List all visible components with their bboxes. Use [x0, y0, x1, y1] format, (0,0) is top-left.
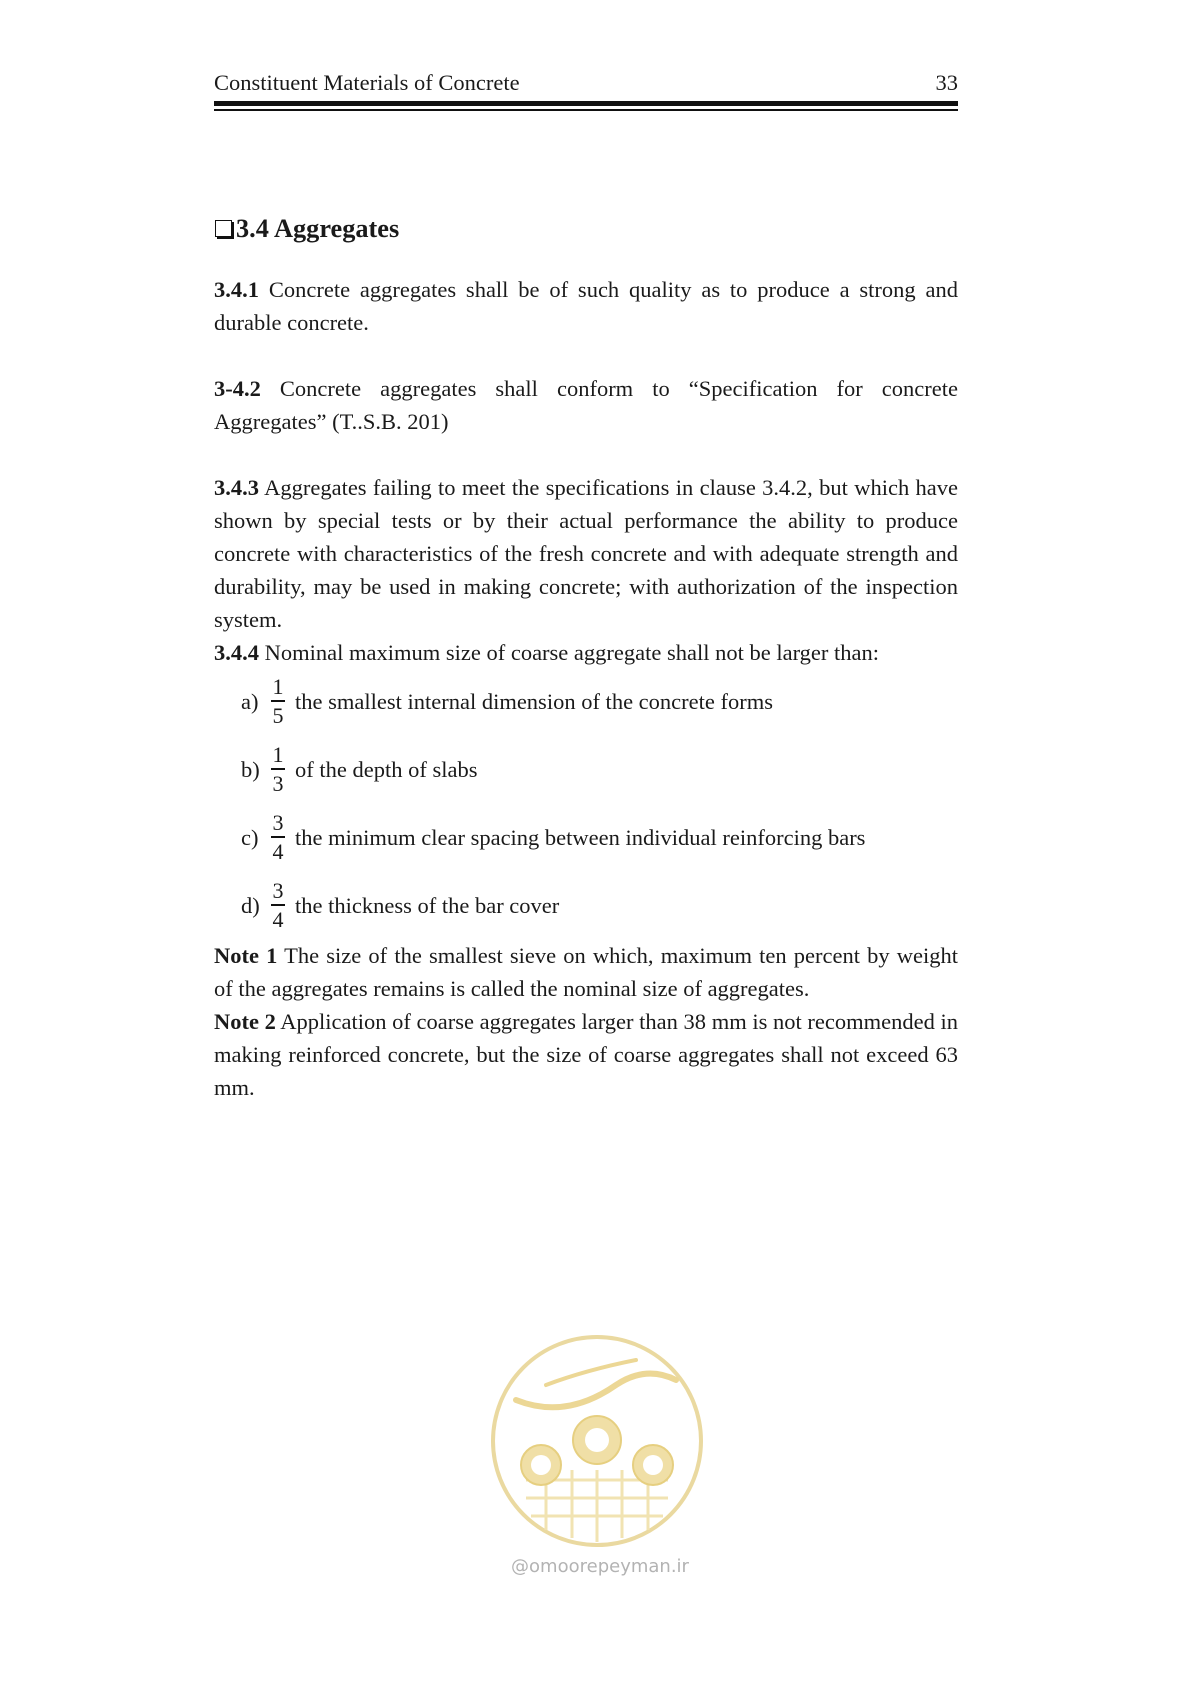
clause-3-4-3 — [214, 471, 958, 636]
page-number: 33 — [935, 70, 958, 95]
checkbox-icon — [215, 220, 232, 237]
header-rule — [214, 101, 958, 106]
fraction-denominator: 5 — [272, 702, 284, 728]
clause-3-4-4 — [214, 636, 958, 669]
clause-number: 3-4.2 — [214, 376, 261, 401]
list-item-text: of the depth of slabs — [295, 756, 478, 782]
list-item-text: the smallest internal dimension of the concrete forms — [295, 688, 773, 714]
fraction-denominator: 4 — [272, 906, 284, 932]
header-rule-thin — [214, 109, 958, 111]
list-item-label: b) — [241, 756, 260, 782]
clause-number: 3.4.1 — [214, 277, 259, 302]
note-1 — [214, 939, 958, 1005]
clause-number: 3.4.3 — [214, 475, 259, 500]
clause-text: Concrete aggregates shall be of such quality as to produce a strong and durable concrete. — [214, 277, 958, 335]
fraction — [271, 742, 285, 795]
page-body — [214, 212, 958, 1104]
fraction-denominator: 3 — [272, 770, 284, 796]
watermark-text: @omoorepeyman.ir — [511, 1556, 689, 1577]
clause-text: Nominal maximum size of coarse aggregate shall not be larger than: — [259, 640, 880, 665]
note-text: The size of the smallest sieve on which, maximum ten percent by weight of the aggregates remains is called the nominal size of aggregates. — [214, 943, 959, 1001]
list-item — [241, 667, 958, 735]
fraction-numerator: 3 — [272, 810, 284, 836]
fraction — [271, 810, 285, 863]
clause-text: Concrete aggregates shall conform to “Specification for concrete Aggregates” (T..S.B. 201) — [214, 376, 958, 434]
fraction-numerator: 1 — [272, 674, 284, 700]
fraction-denominator: 4 — [272, 838, 284, 864]
list-item-label: d) — [241, 892, 260, 918]
note-2 — [214, 1005, 958, 1104]
running-title: Constituent Materials of Concrete — [214, 70, 520, 95]
list-item — [241, 803, 958, 871]
size-limit-list — [214, 667, 958, 939]
list-item-text: the thickness of the bar cover — [295, 892, 560, 918]
list-item — [241, 735, 958, 803]
fraction-bar — [271, 904, 285, 905]
fraction — [271, 878, 285, 931]
note-label: Note 1 — [214, 943, 278, 968]
list-item-label: c) — [241, 824, 259, 850]
fraction-bar — [271, 700, 285, 701]
fraction-bar — [271, 768, 285, 769]
note-text: Application of coarse aggregates larger than 38 mm is not recommended in making reinforced concrete, but the size of coarse aggregates shall not exceed 63 mm. — [214, 1009, 958, 1100]
page-header — [214, 70, 958, 96]
list-item — [241, 871, 958, 939]
fraction-numerator: 1 — [272, 742, 284, 768]
fraction-numerator: 3 — [272, 878, 284, 904]
clause-number: 3.4.4 — [214, 640, 259, 665]
fraction — [271, 674, 285, 727]
clause-3-4-1 — [214, 273, 958, 339]
section-heading-text: 3.4 Aggregates — [236, 214, 400, 243]
list-item-text: the minimum clear spacing between individual reinforcing bars — [295, 824, 866, 850]
note-label: Note 2 — [214, 1009, 276, 1034]
clause-3-4-2 — [214, 372, 958, 438]
list-item-label: a) — [241, 688, 259, 714]
fraction-bar — [271, 836, 285, 837]
section-heading — [214, 212, 958, 245]
clause-text: Aggregates failing to meet the specifications in clause 3.4.2, but which have shown by special tests or by their actual performance the ability to produce concrete with characteristics of the fresh concrete and with adequate strength and durability, may be used in making concrete; with authorization of the inspection system. — [214, 475, 958, 632]
watermark-logo-icon — [486, 1330, 708, 1552]
